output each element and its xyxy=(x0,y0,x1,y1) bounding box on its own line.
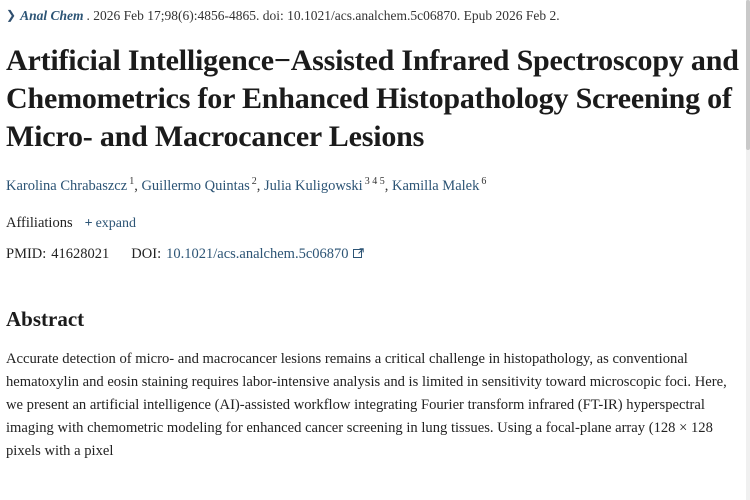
abstract-heading: Abstract xyxy=(6,306,85,331)
citation-line xyxy=(4,0,746,24)
author-affiliation-sup: 2 xyxy=(251,176,257,188)
page-title: Artificial Intelligence−Assisted Infrared Spectroscopy and Chemometrics for Enhanced Histopathology Screening of Micro- and Macrocancer Lesions xyxy=(6,44,739,153)
pmid-label: PMID: xyxy=(6,245,47,262)
abstract-text: Accurate detection of micro- and macrocancer lesions remains a critical challenge in histopathology, as conventional hematoxylin and eosin staining requires labor-intensive analysis and is limited in sensitivity toward microscopic foci. Here, we present an artificial intelligence (AI)-assisted workflow integrating Fourier transform infrared (FT-IR) hyperspectral imaging with chemometric modeling for enhanced cancer screening in lung tissues. Using a focal-plane array (128 × 128 pixels with a pixel xyxy=(6,350,727,459)
author-link[interactable]: Guillermo Quintas xyxy=(141,178,250,195)
author-link[interactable]: Karolina Chrabaszcz xyxy=(6,178,128,195)
author-separator: , xyxy=(134,178,138,195)
author-affiliation-sup: 1 xyxy=(129,176,135,188)
expand-label: expand xyxy=(95,215,137,231)
doi-label: DOI: xyxy=(131,245,162,262)
author-affiliation-sup: 6 xyxy=(481,176,487,188)
page-scrollbar[interactable] xyxy=(746,0,750,500)
scrollbar-thumb[interactable] xyxy=(746,0,750,150)
pmid-value: 41628021 xyxy=(51,245,110,262)
author-list xyxy=(6,175,746,196)
identifiers-row xyxy=(6,246,746,263)
author-link[interactable]: Kamilla Malek xyxy=(391,178,480,195)
citation-details: . 2026 Feb 17;98(6):4856-4865. doi: 10.1021/acs.analchem.5c06870. Epub 2026 Feb 2. xyxy=(86,8,560,23)
author-affiliation-sup: 3 4 5 xyxy=(364,176,385,188)
chevron-right-icon[interactable]: ❯ xyxy=(6,8,17,22)
plus-icon: + xyxy=(84,215,93,231)
expand-affiliations-button[interactable] xyxy=(85,216,136,232)
author-separator: , xyxy=(256,178,261,195)
author-separator: , xyxy=(384,178,389,195)
journal-link[interactable]: Anal Chem xyxy=(20,8,84,23)
affiliations-row xyxy=(6,215,746,232)
doi-link[interactable]: 10.1021/acs.analchem.5c06870 xyxy=(166,245,349,262)
external-link-icon[interactable] xyxy=(353,248,364,259)
author-link[interactable]: Julia Kuligowski xyxy=(264,178,363,195)
affiliations-label: Affiliations xyxy=(6,214,73,231)
